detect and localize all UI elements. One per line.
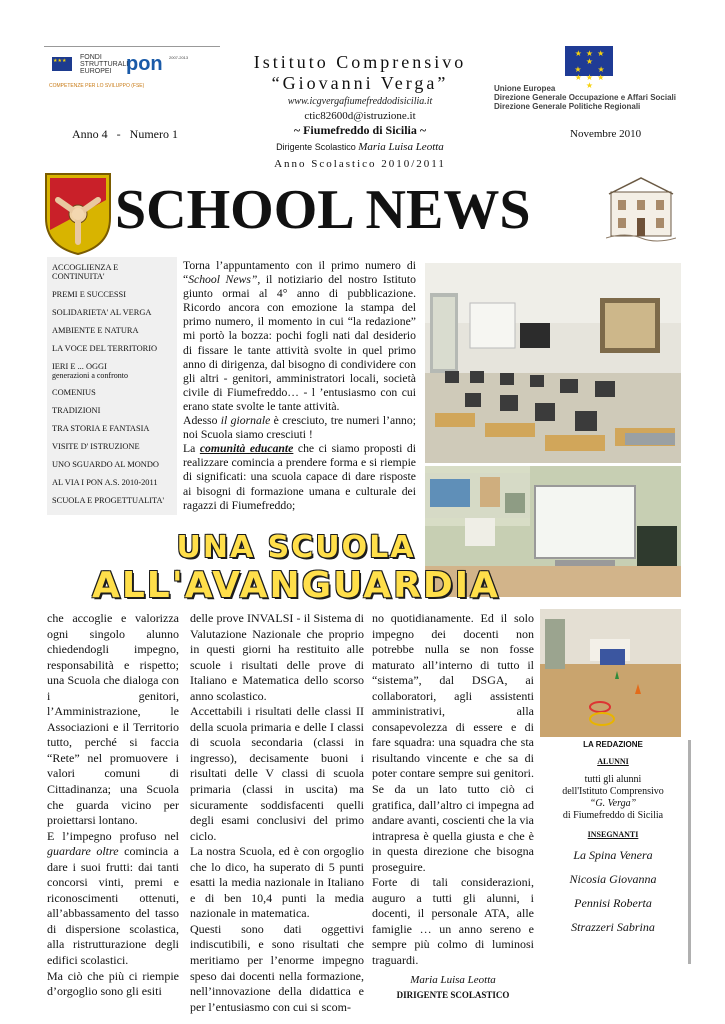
sidebar-item[interactable]: UNO SGUARDO AL MONDO (52, 460, 159, 469)
signature-role: DIRIGENTE SCOLASTICO (396, 990, 510, 1001)
sidebar-item[interactable]: PREMI E SUCCESSI (52, 290, 126, 299)
town-name: ~ Fiumefreddo di Sicilia ~ (293, 123, 427, 137)
teacher-name: Nicosia Giovanna (569, 872, 657, 886)
institute-name-line2: “Giovanni Verga” (271, 73, 449, 93)
editorial-intro (183, 259, 416, 513)
column-paragraph: E l’impegno profuso nel guardare oltre comincia a dare i suoi frutti: dai tanti concorsi vinti, premi e riconoscimenti ottenuti, all’abbassamento del tasso di dispersione scolastica, alla ristrutturazione degli edifici scolastici. (47, 828, 179, 968)
institute-name-line1: Istituto Comprensivo (253, 52, 467, 72)
banner-line1: UNA SCUOLA (176, 530, 416, 565)
article-column-3: no quotidianamente. Ed il solo impegno dei docenti non potrebbe nulla se non fosse maturato all’interno di tutto il “sistema”, dal DSGA, ai collaboratori, agli assistenti amministrativi, alla consapevolezza di essere e di fare squadra: una squadra che sta risultando vincente e che sa di poter contare sempre sui genitori. Se da un lato tutto ciò ci gratifica, dall’altro ci impegna ad andare avanti, coscienti che la via intrapresa è quella giusta e che è in questa direzione che bisogna proseguire. Forte di tali considerazioni, auguro a tutti gli alunni, i docenti, il personale ATA, alle famiglie … un anno sereno e sempre più colmo di luminosi traguardi. Maria Luisa Leotta DIRIGENTE SCOLASTICO (372, 611, 534, 1004)
newspaper-title: SCHOOL NEWS (115, 179, 531, 241)
pon-logo-text: pon (126, 53, 163, 75)
fondi-strutturali-text: FONDI STRUTTURALI EUROPEI (80, 54, 129, 75)
sidebar-item[interactable]: COMENIUS (52, 388, 96, 397)
signature-name: Maria Luisa Leotta (410, 973, 496, 986)
article-column-1: che accoglie e valorizza ogni singolo alunno chiedendogli impegno, responsabilità e rispetto; una Scuola che dialoga con i genitori, l’Amministrazione, le Associazioni e il Territorio tutto, perché si faccia “Rete” nel promuovere i valori comuni di Cittadinanza; una Scuola che guarda vicino per proiettarsi lontano. E l’impegno profuso nel guardare oltre comincia a dare i suoi frutti: dai tanti concorsi vinti, premi e riconoscimenti ottenuti, all’abbassamento del tasso di dispersione scolastica, alla ristrutturazione degli edifici scolastici. Ma ciò che più ci riempie d’orgoglio sono gli esiti (47, 611, 179, 999)
sidebar-subtitle: generazioni a confronto (52, 371, 128, 380)
pon-caption: COMPETENZE PER LO SVILUPPO (FSE) (49, 83, 145, 89)
teacher-name: Strazzeri Sabrina (571, 920, 655, 934)
intro-paragraph: Adesso il giornale è cresciuto, tre numeri l’anno; noi Scuola siamo cresciuti ! (183, 414, 416, 442)
sicily-coat-of-arms-icon (42, 170, 114, 256)
article-column-2: delle prove INVALSI - il Sistema di Valutazione Nazionale che proprio in questi giorni ha restituito alle scuole i risultati delle prove di Italiano e Matematica dello scorso anno scolastico. Accettabili i risultati delle classi II della scuola primaria e delle I classi di scuola secondaria (classi in ingresso), decisamente buoni i risultati delle V classi di scuola primaria (classi in uscita) ma sicuramente soddisfacenti quelli degli esami conclusivi del primo ciclo. La nostra Scuola, ed è con orgoglio che lo dico, ha superato di 5 punti esatti la media nazionale in Italiano e di ben 10,4 punti la media nazionale in matematica. Questi sono dati oggettivi indiscutibili, e sono risultati che meritiamo per l’enorme impegno speso dai docenti nella formazione, nell’innovazione della didattica e per l’entusiasmo con cui si scom- (190, 611, 364, 1014)
staff-heading: LA REDAZIONE (583, 740, 643, 749)
principal-name: Maria Luisa Leotta (358, 141, 444, 153)
eu-flag-icon: ★ ★ ★ ★ ★ ★ ★ ★ ★ ★ (565, 46, 613, 76)
teacher-name: Pennisi Roberta (574, 896, 652, 910)
eu-flag-icon (52, 57, 72, 71)
classroom-thumbnail (425, 473, 530, 518)
sidebar-item[interactable]: AMBIENTE E NATURA (52, 326, 139, 335)
sidebar-item[interactable]: SOLIDARIETA' AL VERGA (52, 308, 152, 317)
sidebar-item[interactable]: ACCOGLIENZA E CONTINUITA' (52, 263, 119, 281)
teacher-name: La Spina Venera (573, 848, 653, 862)
issue-date: Novembre 2010 (570, 128, 642, 140)
eu-logo-text: Unione Europea Direzione Generale Occupazione e Affari Sociali Direzione Generale Politiche Regionali (494, 84, 676, 111)
sidebar-item[interactable]: SCUOLA E PROGETTUALITA' (52, 496, 165, 505)
website-link[interactable]: www.icgvergafiumefreddodisicilia.it (287, 96, 433, 107)
intro-paragraph: Torna l’appuntamento con il primo numero di “School News”, il notiziario del nostro Istituto giunto ormai al 4° anno di pubblicazione. Ricordo ancora con emozione la stampa del primo numero, il momento in cui “la redazione” mi portò la bozza: pochi fogli nati dal desiderio di fissare le tante attività svolte in quel primo anno di dirigenza, dal bisogno di condividere con gli altri - genitori, amministratori locali, società civile di Fiumefreddo… - l ’entusiasmo con cui erano state svolte le tante attività. (183, 259, 416, 413)
sidebar-item[interactable]: TRA STORIA E FANTASIA (52, 424, 150, 433)
sidebar-item[interactable]: VISITE D' ISTRUZIONE (52, 442, 140, 451)
issue-number: Anno 4 - Numero 1 (72, 127, 178, 141)
students-text: tutti gli alunni dell'Istituto Comprensivo “G. Verga” di Fiumefreddo di Sicilia (562, 774, 664, 821)
principal-prefix: Dirigente Scolastico (276, 142, 356, 152)
ministry-text: 2007-2013 (169, 55, 189, 60)
gym-photo (540, 609, 681, 737)
school-building-sketch (606, 172, 676, 244)
pon-fse-logo (44, 46, 220, 92)
intro-paragraph: La comunità educante che ci siamo proposti di realizzare comincia a prendere forma e si riempie di significati: una scuola capace di dare risposte ai bisogni di formazione umana e culturale dei ragazzi di Fiumefreddo; (183, 442, 416, 512)
staff-box-divider (688, 740, 691, 964)
sidebar-item[interactable]: LA VOCE DEL TERRITORIO (52, 344, 158, 353)
editorial-staff-box (544, 740, 682, 935)
sidebar-item[interactable]: AL VIA I PON A.S. 2010-2011 (52, 478, 158, 487)
email-link[interactable]: ctic82600d@istruzione.it (304, 110, 416, 122)
banner-line2: ALL'AVANGUARDIA (92, 565, 500, 606)
contents-sidebar (47, 257, 177, 515)
sidebar-item[interactable]: IERI E ... OGGI (52, 362, 107, 371)
school-year: Anno Scolastico 2010/2011 (274, 158, 446, 170)
students-label: ALUNNI (597, 757, 629, 766)
principal-line (215, 141, 505, 153)
sidebar-item[interactable]: TRADIZIONI (52, 406, 101, 415)
computer-lab-photo (425, 263, 681, 463)
teachers-label: INSEGNANTI (587, 830, 639, 839)
